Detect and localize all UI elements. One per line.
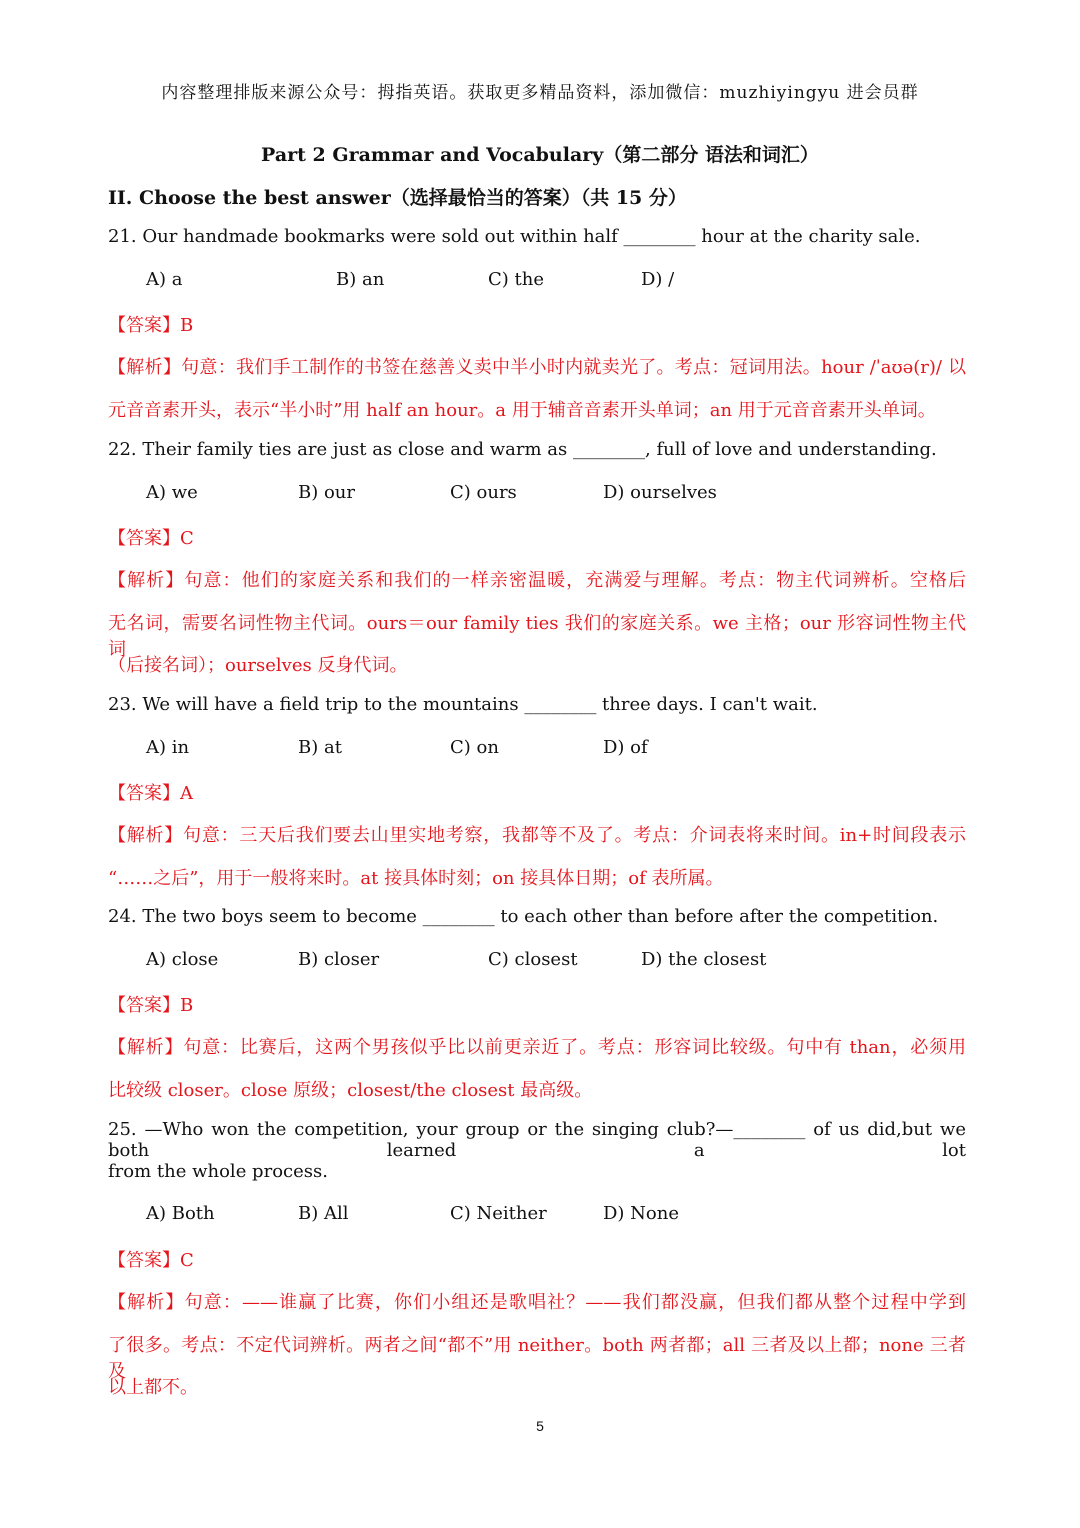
question-23-option-b: B) at [298,737,342,758]
question-24-option-c: C) closest [488,949,578,970]
page-number: 5 [536,1418,544,1434]
question-25-stem: 25. —Who won the competition, your group or the singing club?—________ of us did,but we both learned a lot [108,1119,966,1161]
question-23-explanation-line-2: “……之后”，用于一般将来时。at 接具体时刻；on 接具体日期；of 表所属。 [108,868,724,889]
question-22-option-c: C) ours [450,482,517,503]
question-25-option-d: D) None [603,1203,680,1224]
question-21-option-a: A) a [146,269,183,290]
question-24-stem: 24. The two boys seem to become ________ to each other than before after the competition. [108,906,939,927]
question-21-stem: 21. Our handmade bookmarks were sold out within half ________ hour at the charity sale. [108,226,921,247]
question-25-option-b: B) All [298,1203,349,1224]
question-24-option-b: B) closer [298,949,380,970]
question-24-option-a: A) close [146,949,219,970]
question-25-explanation-line-1: 【解析】句意：——谁赢了比赛，你们小组还是歌唱社？——我们都没赢，但我们都从整个过程中学到 [108,1292,966,1313]
question-21-option-b: B) an [336,269,385,290]
question-24-answer: 【答案】B [108,995,194,1016]
page-header: 内容整理排版来源公众号：拇指英语。获取更多精品资料，添加微信：muzhiyingyu 进会员群 [161,83,919,103]
question-22-option-d: D) ourselves [603,482,717,503]
question-25-option-a: A) Both [146,1203,215,1224]
question-24-option-d: D) the closest [641,949,767,970]
question-22-stem: 22. Their family ties are just as close and warm as ________, full of love and understanding. [108,439,937,460]
question-24-explanation-line-2: 比较级 closer。close 原级；closest/the closest 最高级。 [108,1080,593,1101]
section-title: II. Choose the best answer（选择最恰当的答案）（共 15 分） [108,187,687,209]
question-23-option-a: A) in [146,737,190,758]
question-25-answer: 【答案】C [108,1250,194,1271]
question-21-answer: 【答案】B [108,315,194,336]
question-25-option-c: C) Neither [450,1203,547,1224]
question-22-answer: 【答案】C [108,528,194,549]
question-22-option-b: B) our [298,482,356,503]
question-23-answer: 【答案】A [108,783,193,804]
question-25-explanation-line-2: 了很多。考点：不定代词辨析。两者之间“都不”用 neither。both 两者都；all 三者及以上都；none 三者及 [108,1335,966,1382]
question-23-option-d: D) of [603,737,648,758]
question-23-option-c: C) on [450,737,499,758]
question-23-explanation-line-1: 【解析】句意：三天后我们要去山里实地考察，我都等不及了。考点：介词表将来时间。in+时间段表示 [108,825,966,846]
question-22-explanation-line-2: 无名词，需要名词性物主代词。ours＝our family ties 我们的家庭关系。we 主格；our 形容词性物主代词 [108,613,966,660]
question-21-explanation-line-1: 【解析】句意：我们手工制作的书签在慈善义卖中半小时内就卖光了。考点：冠词用法。hour /ˈaʊə(r)/ 以 [108,357,966,378]
question-23-stem: 23. We will have a field trip to the mountains ________ three days. I can't wait. [108,694,818,715]
question-22-explanation-line-1: 【解析】句意：他们的家庭关系和我们的一样亲密温暖，充满爱与理解。考点：物主代词辨析。空格后 [108,570,966,591]
part-title: Part 2 Grammar and Vocabulary（第二部分 语法和词汇） [261,144,819,166]
question-25-explanation-line-3: 以上都不。 [108,1377,198,1398]
question-24-explanation-line-1: 【解析】句意：比赛后，这两个男孩似乎比以前更亲近了。考点：形容词比较级。句中有 than，必须用 [108,1037,966,1058]
question-25-stem-continued: from the whole process. [108,1161,328,1182]
question-21-option-c: C) the [488,269,544,290]
question-22-explanation-line-3: （后接名词）；ourselves 反身代词。 [108,655,408,676]
question-21-explanation-line-2: 元音音素开头，表示“半小时”用 half an hour。a 用于辅音音素开头单词；an 用于元音音素开头单词。 [108,400,936,421]
question-21-option-d: D) / [641,269,675,290]
question-22-option-a: A) we [146,482,198,503]
